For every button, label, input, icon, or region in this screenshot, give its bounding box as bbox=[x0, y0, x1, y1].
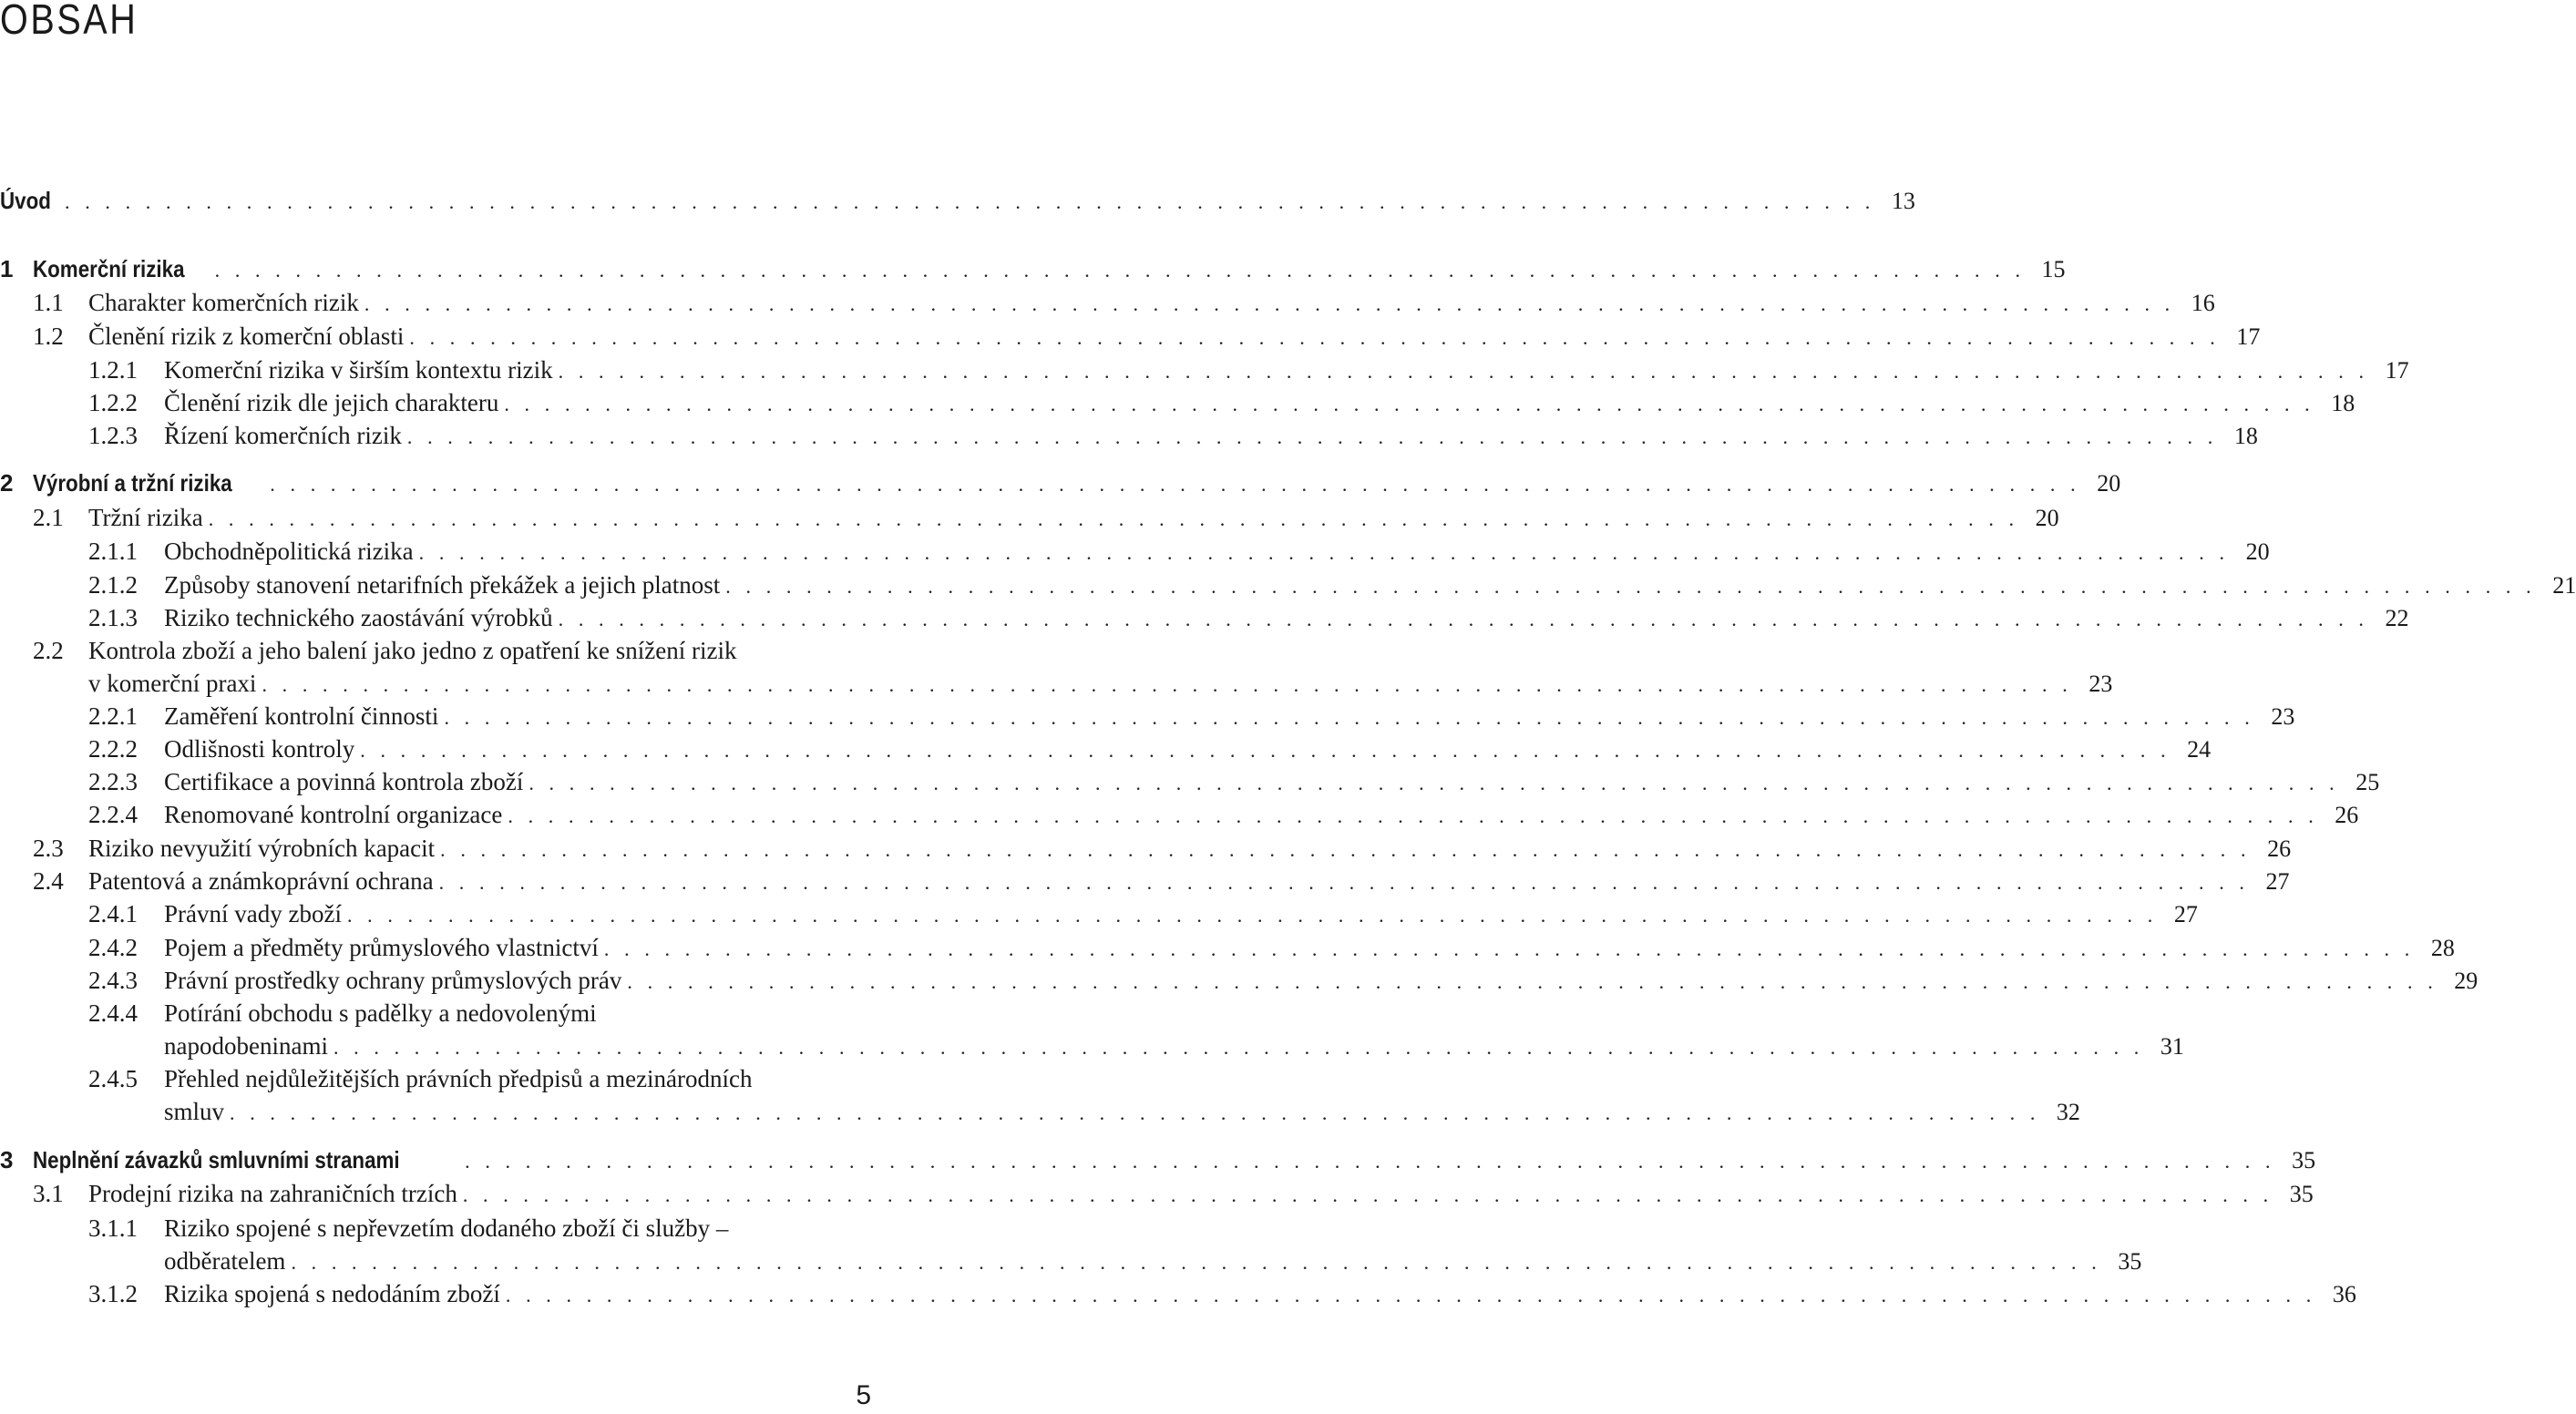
dot-leader: . . . . . . . . . . . . . . . . . . . . . . . . . . . . . . . . . . . . . . . . . . . . . . . . . . . . . . . . . . . . . . . . . . . . . . . . . . . . . . . . . . . . . . . . . . bbox=[262, 673, 2073, 696]
toc-entry[interactable] bbox=[0, 698, 2295, 734]
toc-entry-number: 2.4.1 bbox=[88, 900, 138, 927]
toc-entry-number: 3.1.1 bbox=[88, 1214, 138, 1242]
toc-entry-page: 16 bbox=[2191, 290, 2215, 316]
toc-entry[interactable] bbox=[0, 251, 2066, 287]
toc-entry[interactable] bbox=[0, 1175, 2314, 1212]
toc-entry-title: Komerční rizika bbox=[33, 255, 185, 282]
toc-entry-page: 18 bbox=[2233, 423, 2258, 449]
toc-entry-page: 17 bbox=[2385, 357, 2409, 384]
toc-entry[interactable] bbox=[0, 962, 2479, 999]
dot-leader: . . . . . . . . . . . . . . . . . . . . . . . . . . . . . . . . . . . . . . . . . . . . . . . . . . . . . . . . . . . . . . . . . . . . . . . . . . . . . . . . . . . . . . . . . . bbox=[558, 360, 2369, 383]
toc-entry-title: Komerční rizika v širším kontextu rizik bbox=[164, 356, 553, 384]
toc-entry-page: 21 bbox=[2552, 572, 2576, 599]
toc-entry-title[interactable]: Potírání obchodu s padělky a nedovolenými bbox=[164, 999, 597, 1027]
dot-leader: . . . . . . . . . . . . . . . . . . . . . . . . . . . . . . . . . . . . . . . . . . . . . . . . . . . . . . . . . . . . . . . . . . . . . . . . . . . . . . . . . . . . . . . . . . bbox=[346, 904, 2158, 927]
toc-entry[interactable] bbox=[0, 567, 2576, 603]
toc-entry-title: Riziko nevyužití výrobních kapacit bbox=[88, 835, 436, 862]
toc-entry-number: 1.2.3 bbox=[88, 422, 138, 449]
toc-entry-title: Obchodněpolitická rizika bbox=[164, 538, 414, 565]
toc-entry-number: 1.2.1 bbox=[88, 356, 138, 384]
toc-entry-page: 26 bbox=[2335, 802, 2359, 828]
dot-leader: . . . . . . . . . . . . . . . . . . . . . . . . . . . . . . . . . . . . . . . . . . . . . . . . . . . . . . . . . . . . . . . . . . . . . . . . . . . . . . . . . . . . . . . . . . bbox=[529, 772, 2340, 794]
dot-leader: . . . . . . . . . . . . . . . . . . . . . . . . . . . . . . . . . . . . . . . . . . . . . . . . . . . . . . . . . . . . . . . . . . . . . . . . . . . . . . . . . . . . . . . . . . bbox=[230, 1101, 2040, 1124]
toc-entry[interactable] bbox=[0, 1276, 2356, 1312]
toc-entry-page: 35 bbox=[2118, 1248, 2142, 1275]
toc-entry-page: 25 bbox=[2355, 769, 2380, 795]
dot-leader: . . . . . . . . . . . . . . . . . . . . . . . . . . . . . . . . . . . . . . . . . . . . . . . . . . . . . . . . . . . . . . . . . . . . . . . . . . . . . . . . . . . . . . . . . . bbox=[360, 739, 2171, 762]
dot-leader: . . . . . . . . . . . . . . . . . . . . . . . . . . . . . . . . . . . . . . . . . . . . . . . . . . . . . . . . . . . . . . . . . . . . . . . . . . . . . . . . . . . . . . . . . . bbox=[627, 970, 2438, 993]
toc-entry-page: 18 bbox=[2331, 390, 2355, 416]
toc-entry-title: Certifikace a povinná kontrola zboží bbox=[164, 768, 524, 795]
toc-entry-page: 32 bbox=[2056, 1099, 2080, 1125]
toc-entry[interactable] bbox=[0, 1093, 2080, 1130]
toc-entry-number: 2.2.3 bbox=[88, 768, 138, 795]
dot-leader: . . . . . . . . . . . . . . . . . . . . . . . . . . . . . . . . . . . . . . . . . . . . . . . . . . . . . . . . . . . . . . . . . . . . . . . . . . . . . . . . . . . . . . . . . . bbox=[438, 871, 2250, 894]
toc-entry-number: 2.3 bbox=[33, 835, 64, 862]
toc-entry-title: v komerční praxi bbox=[88, 670, 257, 697]
toc-entry[interactable] bbox=[0, 1028, 2184, 1064]
toc-entry-title: Zaměření kontrolní činnosti bbox=[164, 702, 439, 730]
dot-leader: . . . . . . . . . . . . . . . . . . . . . . . . . . . . . . . . . . . . . . . . . . . . . . . . . . . . . . . . . . . . . . . . . . . . . . . . . . . . . . . . . . . . . . . . . . bbox=[505, 1284, 2316, 1306]
toc-entry[interactable] bbox=[0, 533, 2270, 569]
toc-entry[interactable] bbox=[0, 599, 2409, 636]
toc-entry[interactable] bbox=[0, 863, 2290, 899]
toc-entry-title: smluv bbox=[164, 1098, 225, 1125]
toc-entry-title: Neplnění závazků smluvními stranami bbox=[33, 1146, 400, 1173]
toc-entry-title: Výrobní a tržní rizika bbox=[33, 469, 232, 497]
toc-entry-title: Řízení komerčních rizik bbox=[164, 422, 402, 449]
toc-entry-title: Členění rizik z komerční oblasti bbox=[88, 323, 405, 350]
toc-entry-number: 2.1.1 bbox=[88, 538, 138, 565]
toc-entry-number: 1 bbox=[0, 255, 14, 282]
toc-entry-page: 20 bbox=[2245, 538, 2270, 565]
toc-entry-title: Právní vady zboží bbox=[164, 900, 342, 927]
dot-leader: . . . . . . . . . . . . . . . . . . . . . . . . . . . . . . . . . . . . . . . . . . . . . . . . . . . . . . . . . . . . . . . . . . . . . . . . . . . . . . . . . . . . . . . . . . bbox=[291, 1251, 2102, 1274]
toc-entry[interactable] bbox=[0, 182, 1915, 219]
toc-entry-number: 2.4.3 bbox=[88, 967, 138, 994]
toc-entry-page: 23 bbox=[2089, 671, 2113, 697]
toc-entry-page: 23 bbox=[2271, 703, 2295, 730]
toc-entry-page: 28 bbox=[2430, 935, 2455, 961]
toc-entry-firstline bbox=[0, 632, 875, 669]
toc-entry[interactable] bbox=[0, 1243, 2142, 1279]
dot-leader: . . . . . . . . . . . . . . . . . . . . . . . . . . . . . . . . . . . . . . . . . . . . . . . . . . . . . . . . . . . . . . . . . . . . . . . . . . . . . . . . . . . . . . . . . . bbox=[465, 1150, 2276, 1173]
dot-leader: . . . . . . . . . . . . . . . . . . . . . . . . . . . . . . . . . . . . . . . . . . . . . . . . . . . . . . . . . . . . . . . . . . . . . . . . . . . . . . . . . . . . . . . . . . bbox=[409, 326, 2221, 349]
toc-entry-page: 20 bbox=[2035, 505, 2059, 531]
toc-entry[interactable] bbox=[0, 465, 2121, 501]
toc-entry-number: 2.4.2 bbox=[88, 934, 138, 961]
toc-entry[interactable] bbox=[0, 796, 2359, 833]
dot-leader: . . . . . . . . . . . . . . . . . . . . . . . . . . . . . . . . . . . . . . . . . . . . . . . . . . . . . . . . . . . . . . . . . . . . . . . . . . . . . . . . . . . . . . . . . . bbox=[214, 259, 2026, 282]
toc-entry-title: Způsoby stanovení netarifních překážek a jejich platnost bbox=[164, 571, 721, 599]
dot-leader: . . . . . . . . . . . . . . . . . . . . . . . . . . . . . . . . . . . . . . . . . . . . . . . . . . . . . . . . . . . . . . . . . . . . . . . . . . . . . . . . . . . . . . . . . . bbox=[208, 507, 2019, 530]
toc-entry-title: odběratelem bbox=[164, 1247, 286, 1275]
toc-entry-title[interactable]: Kontrola zboží a jeho balení jako jedno z opatření ke snížení rizik bbox=[88, 637, 737, 664]
toc-entry-page: 35 bbox=[2289, 1181, 2314, 1207]
toc-entry-page: 22 bbox=[2385, 605, 2409, 631]
dot-leader: . . . . . . . . . . . . . . . . . . . . . . . . . . . . . . . . . . . . . . . . . . . . . . . . . . . . . . . . . . . . . . . . . . . . . . . . . . . . . . . . . . . . . . . . . . bbox=[364, 292, 2175, 315]
toc-entry[interactable] bbox=[0, 318, 2261, 354]
toc-entry-number: 2.1.2 bbox=[88, 571, 138, 599]
toc-entry-number: 2.2 bbox=[33, 637, 64, 664]
toc-entry-firstline bbox=[0, 1210, 875, 1246]
toc-entry-title: Rizika spojená s nedodáním zboží bbox=[164, 1280, 500, 1307]
toc-entry-number: 2.2.1 bbox=[88, 702, 138, 730]
toc-entry[interactable] bbox=[0, 284, 2215, 321]
toc-entry[interactable] bbox=[0, 352, 2409, 388]
page-number: 5 bbox=[856, 1380, 871, 1410]
toc-entry-number: 2.4.4 bbox=[88, 999, 138, 1027]
dot-leader: . . . . . . . . . . . . . . . . . . . . . . . . . . . . . . . . . . . . . . . . . . . . . . . . . . . . . . . . . . . . . . . . . . . . . . . . . . . . . . . . . . . . . . . . . . bbox=[504, 393, 2315, 415]
toc-entry-number: 2.4 bbox=[33, 867, 64, 895]
toc-entry[interactable] bbox=[0, 384, 2355, 421]
toc-entry-page: 17 bbox=[2236, 323, 2261, 350]
toc-entry[interactable] bbox=[0, 929, 2455, 966]
dot-leader: . . . . . . . . . . . . . . . . . . . . . . . . . . . . . . . . . . . . . . . . . . . . . . . . . . . . . . . . . . . . . . . . . . . . . . . . . . . . . . . . . . . . . . . . . . bbox=[508, 804, 2319, 827]
toc-entry-page: 13 bbox=[1891, 188, 1915, 214]
toc-entry-number: 2.2.2 bbox=[88, 735, 138, 763]
toc-entry-title: Úvod bbox=[0, 187, 51, 214]
toc-entry-page: 24 bbox=[2187, 736, 2212, 763]
dot-leader: . . . . . . . . . . . . . . . . . . . . . . . . . . . . . . . . . . . . . . . . . . . . . . . . . . . . . . . . . . . . . . . . . . . . . . . . . . . . . . . . . . . . . . . . . . bbox=[462, 1183, 2273, 1206]
toc-entry-number: 3.1 bbox=[33, 1180, 64, 1207]
toc-entry-number: 2 bbox=[0, 469, 14, 497]
toc-entry-title[interactable]: Riziko spojené s nepřevzetím dodaného zboží či služby – bbox=[164, 1214, 729, 1242]
toc-entry-title: Renomované kontrolní organizace bbox=[164, 801, 503, 828]
toc-entry[interactable] bbox=[0, 830, 2292, 866]
toc-entry-title: Odlišnosti kontroly bbox=[164, 735, 355, 763]
toc-entry-title: Patentová a známkoprávní ochrana bbox=[88, 867, 434, 895]
dot-leader: . . . . . . . . . . . . . . . . . . . . . . . . . . . . . . . . . . . . . . . . . . . . . . . . . . . . . . . . . . . . . . . . . . . . . . . . . . . . . . . . . . . . . . . . . . bbox=[444, 706, 2255, 729]
dot-leader: . . . . . . . . . . . . . . . . . . . . . . . . . . . . . . . . . . . . . . . . . . . . . . . . . . . . . . . . . . . . . . . . . . . . . . . . . . . . . . . . . . . . . . . . . . bbox=[406, 425, 2218, 448]
toc-entry-number: 1.1 bbox=[33, 289, 64, 316]
dot-leader: . . . . . . . . . . . . . . . . . . . . . . . . . . . . . . . . . . . . . . . . . . . . . . . . . . . . . . . . . . . . . . . . . . . . . . . . . . . . . . . . . . . . . . . . . . bbox=[725, 575, 2537, 598]
toc-entry-number: 2.2.4 bbox=[88, 801, 138, 828]
toc-entry[interactable] bbox=[0, 665, 2113, 702]
toc-entry-title: Pojem a předměty průmyslového vlastnictví bbox=[164, 934, 599, 961]
toc-entry-page: 27 bbox=[2265, 868, 2290, 895]
toc-entry-title: napodobeninami bbox=[164, 1032, 328, 1060]
toc-entry-firstline bbox=[0, 1060, 875, 1097]
toc-entry-number: 3.1.2 bbox=[88, 1280, 138, 1307]
dot-leader: . . . . . . . . . . . . . . . . . . . . . . . . . . . . . . . . . . . . . . . . . . . . . . . . . . . . . . . . . . . . . . . . . . . . . . . . . . . . . . . . . . . . . . . . . . bbox=[440, 838, 2252, 861]
toc-entry-title[interactable]: Přehled nejdůležitějších právních předpisů a mezinárodních bbox=[164, 1065, 753, 1092]
dot-leader: . . . . . . . . . . . . . . . . . . . . . . . . . . . . . . . . . . . . . . . . . . . . . . . . . . . . . . . . . . . . . . . . . . . . . . . . . . . . . . . . . . . . . . . . . . bbox=[270, 473, 2081, 496]
toc-entry-title: Tržní rizika bbox=[88, 504, 203, 531]
dot-leader: . . . . . . . . . . . . . . . . . . . . . . . . . . . . . . . . . . . . . . . . . . . . . . . . . . . . . . . . . . . . . . . . . . . . . . . . . . . . . . . . . . . . . . . . . . bbox=[603, 938, 2415, 960]
toc-entry-page: 36 bbox=[2332, 1281, 2356, 1307]
toc-entry-firstline bbox=[0, 995, 875, 1031]
toc-entry-title: Charakter komerčních rizik bbox=[88, 289, 359, 316]
toc-entry-page: 26 bbox=[2267, 835, 2292, 862]
toc-entry-page: 29 bbox=[2454, 968, 2479, 994]
toc-entry[interactable] bbox=[0, 1142, 2316, 1178]
dot-leader: . . . . . . . . . . . . . . . . . . . . . . . . . . . . . . . . . . . . . . . . . . . . . . . . . . . . . . . . . . . . . . . . . . . . . . . . . . . . . . . . . . . . . . . . . . bbox=[418, 541, 2230, 564]
toc-entry-number: 2.1.3 bbox=[88, 604, 138, 631]
toc-entry-number: 2.4.5 bbox=[88, 1065, 138, 1092]
toc-entry-page: 20 bbox=[2097, 470, 2121, 497]
toc-entry-page: 15 bbox=[2041, 256, 2066, 282]
toc-entry[interactable] bbox=[0, 896, 2198, 932]
toc-entry-page: 31 bbox=[2160, 1033, 2184, 1060]
toc-entry-title: Riziko technického zaostávání výrobků bbox=[164, 604, 553, 631]
page-title: OBSAH bbox=[0, 0, 139, 43]
toc-entry-number: 2.1 bbox=[33, 504, 64, 531]
toc-entry-title: Právní prostředky ochrany průmyslových práv bbox=[164, 967, 622, 994]
dot-leader: . . . . . . . . . . . . . . . . . . . . . . . . . . . . . . . . . . . . . . . . . . . . . . . . . . . . . . . . . . . . . . . . . . . . . . . . . . . . . . . . . . . . . . . . . . bbox=[558, 608, 2369, 630]
toc-entry[interactable] bbox=[0, 417, 2258, 454]
toc-entry-title: Prodejní rizika na zahraničních trzích bbox=[88, 1180, 457, 1207]
toc-entry-number: 1.2.2 bbox=[88, 389, 138, 416]
toc-entry-page: 35 bbox=[2292, 1147, 2316, 1173]
toc-entry[interactable] bbox=[0, 763, 2380, 800]
toc-entry-title: Členění rizik dle jejich charakteru bbox=[164, 389, 499, 416]
dot-leader: . . . . . . . . . . . . . . . . . . . . . . . . . . . . . . . . . . . . . . . . . . . . . . . . . . . . . . . . . . . . . . . . . . . . . . . . . . . . . . . . . . . . . . . . . . bbox=[333, 1036, 2144, 1059]
toc-entry-number: 1.2 bbox=[33, 323, 64, 350]
toc-entry[interactable] bbox=[0, 499, 2059, 536]
toc-entry-page: 27 bbox=[2173, 901, 2198, 927]
dot-leader: . . . . . . . . . . . . . . . . . . . . . . . . . . . . . . . . . . . . . . . . . . . . . . . . . . . . . . . . . . . . . . . . . . . . . . . . . . . . . . . . . . . . . . . . . . bbox=[65, 190, 1875, 213]
toc-entry-number: 3 bbox=[0, 1146, 14, 1173]
toc-entry[interactable] bbox=[0, 731, 2212, 767]
